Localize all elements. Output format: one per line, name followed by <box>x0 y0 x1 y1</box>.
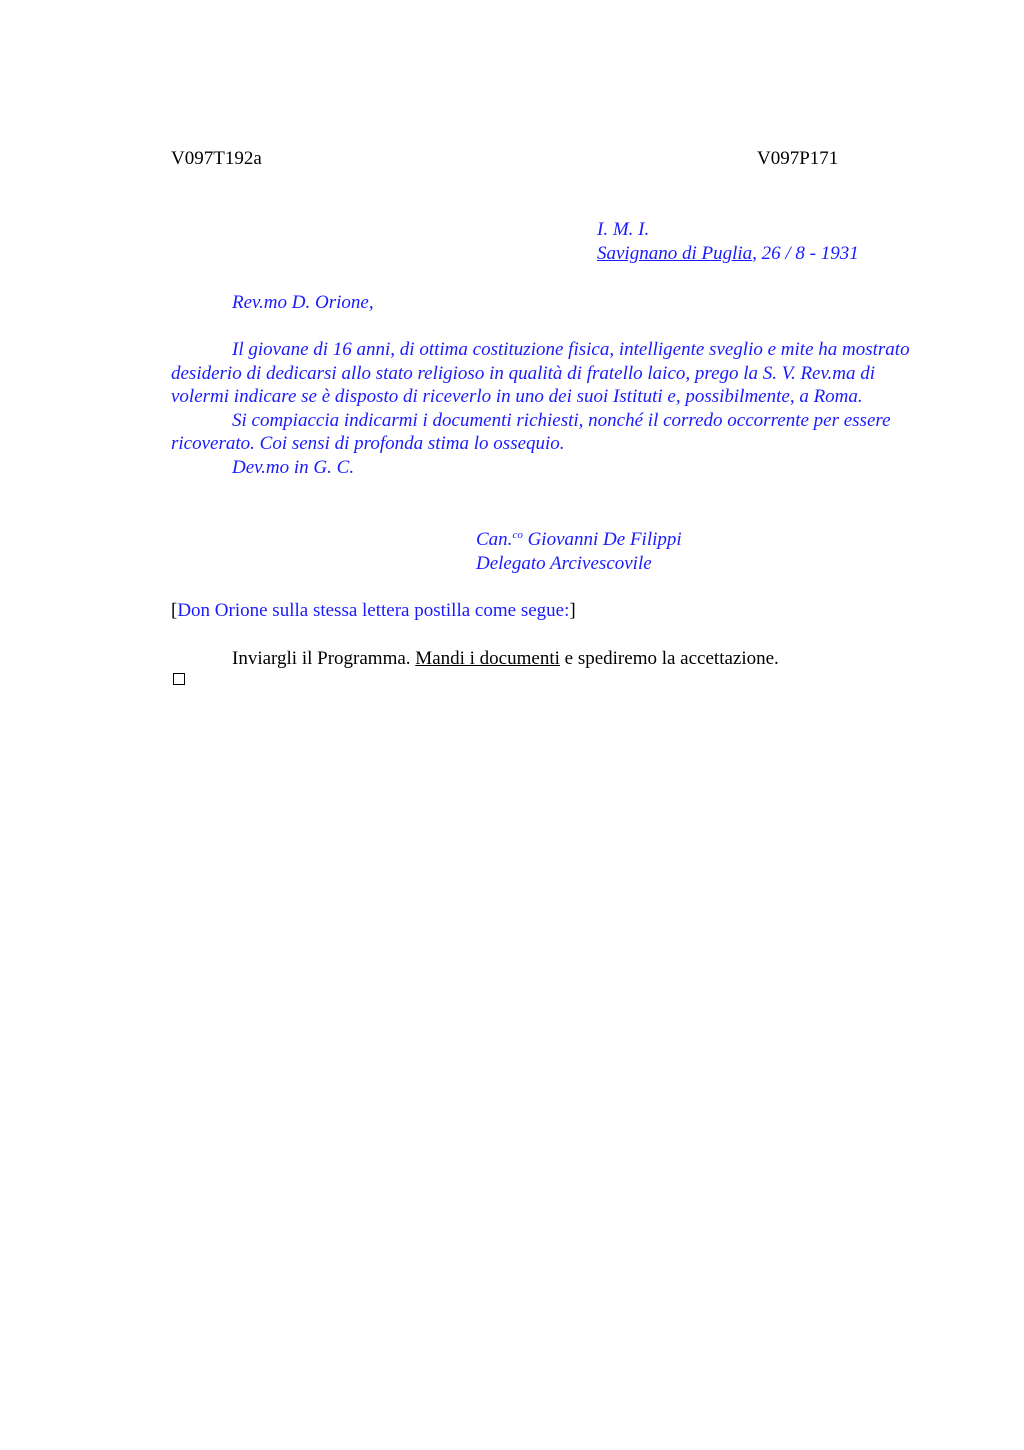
reply-part-1: Inviargli il Programma. <box>232 648 416 669</box>
place-date-line <box>597 242 859 266</box>
document-code-left: V097T192a <box>171 148 262 169</box>
editorial-note <box>171 599 576 623</box>
closing: Dev.mo in G. C. <box>232 456 355 478</box>
document-code-right: V097P171 <box>757 148 839 169</box>
place: Savignano di Puglia <box>597 242 753 264</box>
reply-underlined: Mandi i documenti <box>415 648 560 669</box>
reply-note <box>232 647 779 671</box>
signature-title-superscript: co <box>512 529 523 541</box>
paragraph-1: Il giovane di 16 anni, di ottima costituzione fisica, intelligente sveglio e mite ha mostrato desiderio di dedicarsi allo stato religioso in qualità di fratello laico, prego la S. V. Rev.ma di volermi indicare se è disposto di riceverlo in uno dei suoi Istituti e, possibilmente, a Roma. <box>171 339 910 407</box>
paragraph-2: Si compiaccia indicarmi i documenti richiesti, nonché il corredo occorrente per essere ricoverato. Coi sensi di profonda stima lo ossequio. <box>171 409 891 454</box>
motto: I. M. I. <box>597 219 650 240</box>
salutation: Rev.mo D. Orione, <box>232 292 374 313</box>
editorial-note-text: Don Orione sulla stessa lettera postilla come segue: <box>177 600 570 621</box>
reply-part-2: e spediremo la accettazione. <box>559 648 779 669</box>
letter-body <box>171 338 916 479</box>
signature-name: Giovanni De Filippi <box>522 529 682 550</box>
letter-heading <box>597 218 859 265</box>
signature-role: Delegato Arcivescovile <box>476 552 652 574</box>
signature-line <box>476 528 682 552</box>
signature-title: Can. <box>476 529 513 550</box>
bracket-close: ] <box>569 600 576 621</box>
square-marker-icon <box>173 673 185 685</box>
bracket-open: [ <box>171 600 178 621</box>
signature-block <box>476 528 682 575</box>
date: , 26 / 8 - 1931 <box>752 242 859 264</box>
